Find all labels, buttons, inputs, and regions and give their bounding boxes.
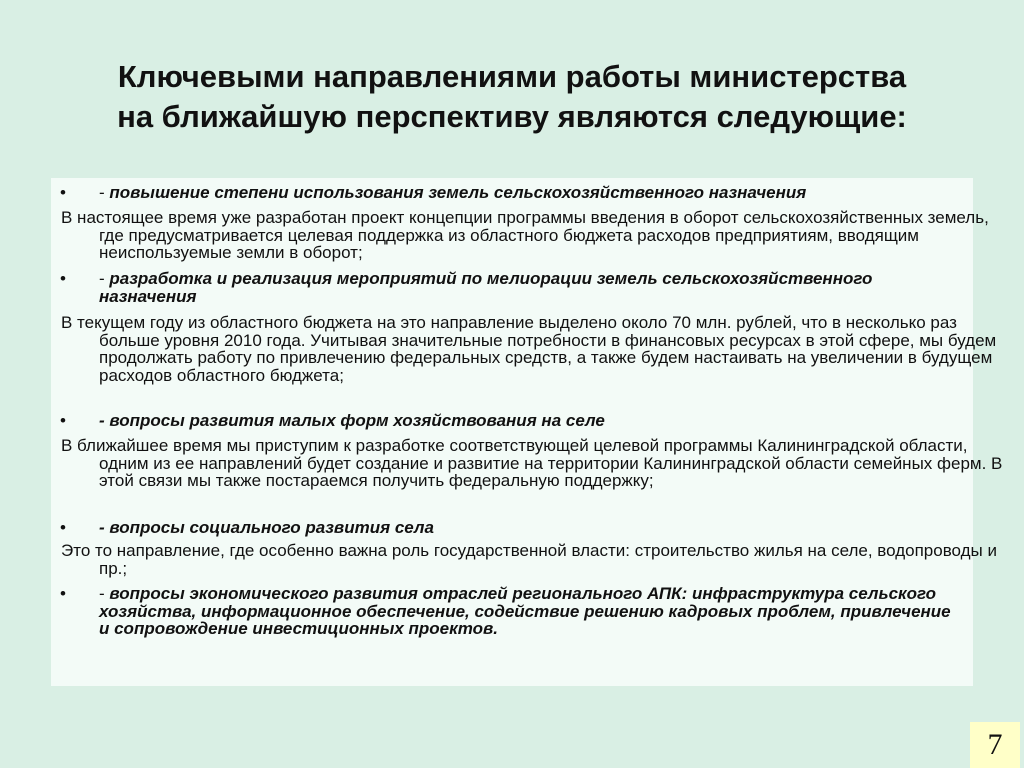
- bullet-text: - разработка и реализация мероприятий по мелиорации земель сельскохозяйственного назначения: [99, 269, 873, 306]
- bullet-icon: •: [60, 518, 66, 537]
- bullet-icon: •: [60, 183, 66, 202]
- bullet-text: - вопросы экономического развития отраслей регионального АПК: инфраструктура сельского хозяйства, информационное обеспечение, содействие решению кадровых проблем, привлечение и сопровождение инвестиционных проектов.: [99, 584, 951, 638]
- paragraph: В текущем году из областного бюджета на это направление выделено около 70 млн. рублей, что в несколько раз больше уровня 2010 года. Учитывая значительные потребности в финансовых ресурсах в этой сфере, мы будем продолжать работу по привлечению федеральных средств, а также будем настаивать на увеличении в будущем расходов областного бюджета;: [61, 313, 997, 385]
- bullet-text: - вопросы развития малых форм хозяйствования на селе: [99, 411, 605, 430]
- bullet-text: - вопросы социального развития села: [99, 518, 434, 537]
- title-line-1: Ключевыми направлениями работы министерства: [117, 59, 907, 94]
- paragraph: В настоящее время уже разработан проект концепции программы введения в оборот сельскохозяйственных земель, где предусматривается целевая поддержка из областного бюджета расходов предприятиям, вводящим неиспользуемые земли в оборот;: [61, 208, 989, 262]
- slide-title: [0, 57, 1024, 137]
- bullet-icon: •: [60, 584, 66, 603]
- bullet-icon: •: [60, 411, 66, 430]
- paragraph: В ближайшее время мы приступим к разработке соответствующей целевой программы Калининградской области, одним из ее направлений будет создание и развитие на территории Калининградской области семейных ферм. В этой связи мы также постараемся получить федеральную поддержку;: [61, 436, 1003, 490]
- content-panel: [51, 178, 1003, 686]
- bullet-icon: •: [60, 269, 66, 288]
- title-line-2: на ближайшую перспективу являются следующие:: [117, 99, 907, 134]
- paragraph: Это то направление, где особенно важна роль государственной власти: строительство жилья на селе, водопроводы и пр.;: [61, 541, 997, 578]
- bullet-text: - повышение степени использования земель сельскохозяйственного назначения: [99, 183, 807, 202]
- page-number: 7: [970, 722, 1020, 768]
